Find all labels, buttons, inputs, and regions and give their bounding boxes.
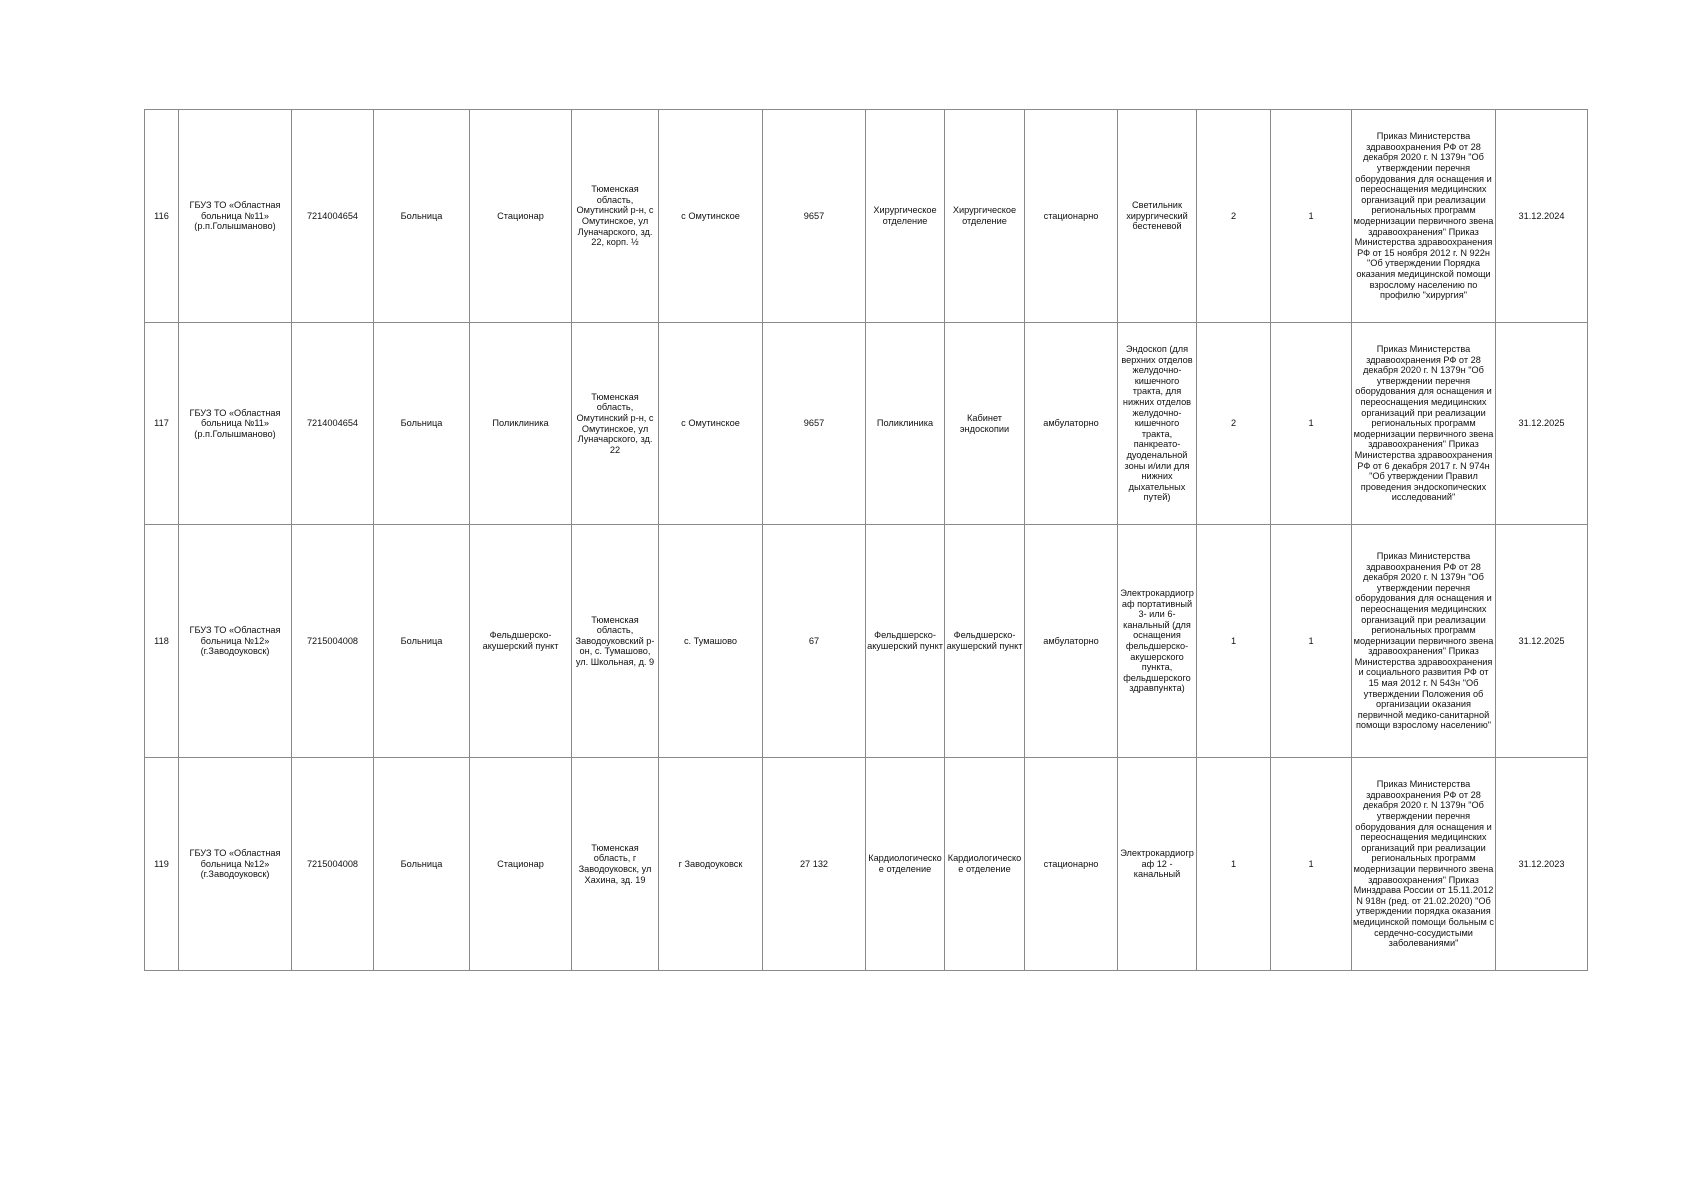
settlement: с Омутинское	[659, 323, 763, 525]
cabinet: Хирургическое отделение	[945, 110, 1025, 323]
equipment-name: Светильник хирургический бестеневой	[1118, 110, 1197, 323]
address: Тюменская область, Омутинский р-н, с Омутинское, ул Луначарского, зд. 22, корп. ½	[572, 110, 659, 323]
facility-type: Больница	[374, 110, 470, 323]
row-number: 117	[145, 323, 179, 525]
deadline-date: 31.12.2023	[1496, 758, 1588, 971]
address: Тюменская область, Заводоуковский р-он, с. Тумашово, ул. Школьная, д. 9	[572, 525, 659, 758]
care-mode: стационарно	[1025, 110, 1118, 323]
quantity-required: 2	[1197, 323, 1271, 525]
facility-type: Больница	[374, 758, 470, 971]
organization-name: ГБУЗ ТО «Областная больница №12» (г.Заводоуковск)	[179, 758, 292, 971]
organization-inn: 7215004008	[292, 758, 374, 971]
quantity-planned: 1	[1271, 758, 1352, 971]
population: 9657	[763, 323, 866, 525]
organization-name: ГБУЗ ТО «Областная больница №11» (р.п.Голышманово)	[179, 110, 292, 323]
quantity-required: 1	[1197, 758, 1271, 971]
cabinet: Кабинет эндоскопии	[945, 323, 1025, 525]
cabinet: Фельдшерско-акушерский пункт	[945, 525, 1025, 758]
equipment-registry-table	[144, 109, 1588, 971]
row-number: 116	[145, 110, 179, 323]
department: Кардиологическое отделение	[866, 758, 945, 971]
quantity-planned: 1	[1271, 323, 1352, 525]
structural-unit: Поликлиника	[470, 323, 572, 525]
facility-type: Больница	[374, 525, 470, 758]
care-mode: стационарно	[1025, 758, 1118, 971]
row-number: 118	[145, 525, 179, 758]
organization-inn: 7214004654	[292, 110, 374, 323]
care-mode: амбулаторно	[1025, 525, 1118, 758]
cabinet: Кардиологическое отделение	[945, 758, 1025, 971]
equipment-name: Электрокардиограф 12 - канальный	[1118, 758, 1197, 971]
regulatory-basis: Приказ Министерства здравоохранения РФ от 28 декабря 2020 г. N 1379н "Об утверждении перечня оборудования для оснащения и переоснащения медицинских организаций при реализации региональных программ модернизации первичного звена здравоохранения" Приказ Министерства здравоохранения РФ от 6 декабря 2017 г. N 974н "Об утверждении Правил проведения эндоскопических исследований"	[1352, 323, 1496, 525]
population: 9657	[763, 110, 866, 323]
table-row	[145, 110, 1588, 323]
equipment-name: Электрокардиограф портативный 3- или 6-канальный (для оснащения фельдшерско-акушерского пункта, фельдшерского здравпункта)	[1118, 525, 1197, 758]
organization-inn: 7215004008	[292, 525, 374, 758]
table-row	[145, 323, 1588, 525]
equipment-name: Эндоскоп (для верхних отделов желудочно-кишечного тракта, для нижних отделов желудочно-кишечного тракта, панкреато-дуоденальной зоны и/или для нижних дыхательных путей)	[1118, 323, 1197, 525]
facility-type: Больница	[374, 323, 470, 525]
settlement: с Омутинское	[659, 110, 763, 323]
population: 27 132	[763, 758, 866, 971]
quantity-required: 2	[1197, 110, 1271, 323]
quantity-required: 1	[1197, 525, 1271, 758]
department: Фельдшерско-акушерский пункт	[866, 525, 945, 758]
settlement: с. Тумашово	[659, 525, 763, 758]
table-row	[145, 525, 1588, 758]
structural-unit: Фельдшерско-акушерский пункт	[470, 525, 572, 758]
department: Хирургическое отделение	[866, 110, 945, 323]
regulatory-basis: Приказ Министерства здравоохранения РФ от 28 декабря 2020 г. N 1379н "Об утверждении перечня оборудования для оснащения и переоснащения медицинских организаций при реализации региональных программ модернизации первичного звена здравоохранения" Приказ Минздрава России от 15.11.2012 N 918н (ред. от 21.02.2020) "Об утверждении порядка оказания медицинской помощи больным с сердечно-сосудистыми заболеваниями"	[1352, 758, 1496, 971]
row-number: 119	[145, 758, 179, 971]
structural-unit: Стационар	[470, 110, 572, 323]
deadline-date: 31.12.2025	[1496, 323, 1588, 525]
deadline-date: 31.12.2024	[1496, 110, 1588, 323]
settlement: г Заводоуковск	[659, 758, 763, 971]
structural-unit: Стационар	[470, 758, 572, 971]
table-row	[145, 758, 1588, 971]
organization-inn: 7214004654	[292, 323, 374, 525]
organization-name: ГБУЗ ТО «Областная больница №11» (р.п.Голышманово)	[179, 323, 292, 525]
care-mode: амбулаторно	[1025, 323, 1118, 525]
department: Поликлиника	[866, 323, 945, 525]
quantity-planned: 1	[1271, 110, 1352, 323]
quantity-planned: 1	[1271, 525, 1352, 758]
deadline-date: 31.12.2025	[1496, 525, 1588, 758]
address: Тюменская область, Омутинский р-н, с Омутинское, ул Луначарского, зд. 22	[572, 323, 659, 525]
address: Тюменская область, г Заводоуковск, ул Хахина, зд. 19	[572, 758, 659, 971]
regulatory-basis: Приказ Министерства здравоохранения РФ от 28 декабря 2020 г. N 1379н "Об утверждении перечня оборудования для оснащения и переоснащения медицинских организаций при реализации региональных программ модернизации первичного звена здравоохранения" Приказ Министерства здравоохранения РФ от 15 ноября 2012 г. N 922н "Об утверждении Порядка оказания медицинской помощи взрослому населению по профилю "хирургия"	[1352, 110, 1496, 323]
organization-name: ГБУЗ ТО «Областная больница №12» (г.Заводоуковск)	[179, 525, 292, 758]
population: 67	[763, 525, 866, 758]
regulatory-basis: Приказ Министерства здравоохранения РФ от 28 декабря 2020 г. N 1379н "Об утверждении перечня оборудования для оснащения и переоснащения медицинских организаций при реализации региональных программ модернизации первичного звена здравоохранения" Приказ Министерства здравоохранения и социального развития РФ от 15 мая 2012 г. N 543н "Об утверждении Положения об организации оказания первичной медико-санитарной помощи взрослому населению"	[1352, 525, 1496, 758]
